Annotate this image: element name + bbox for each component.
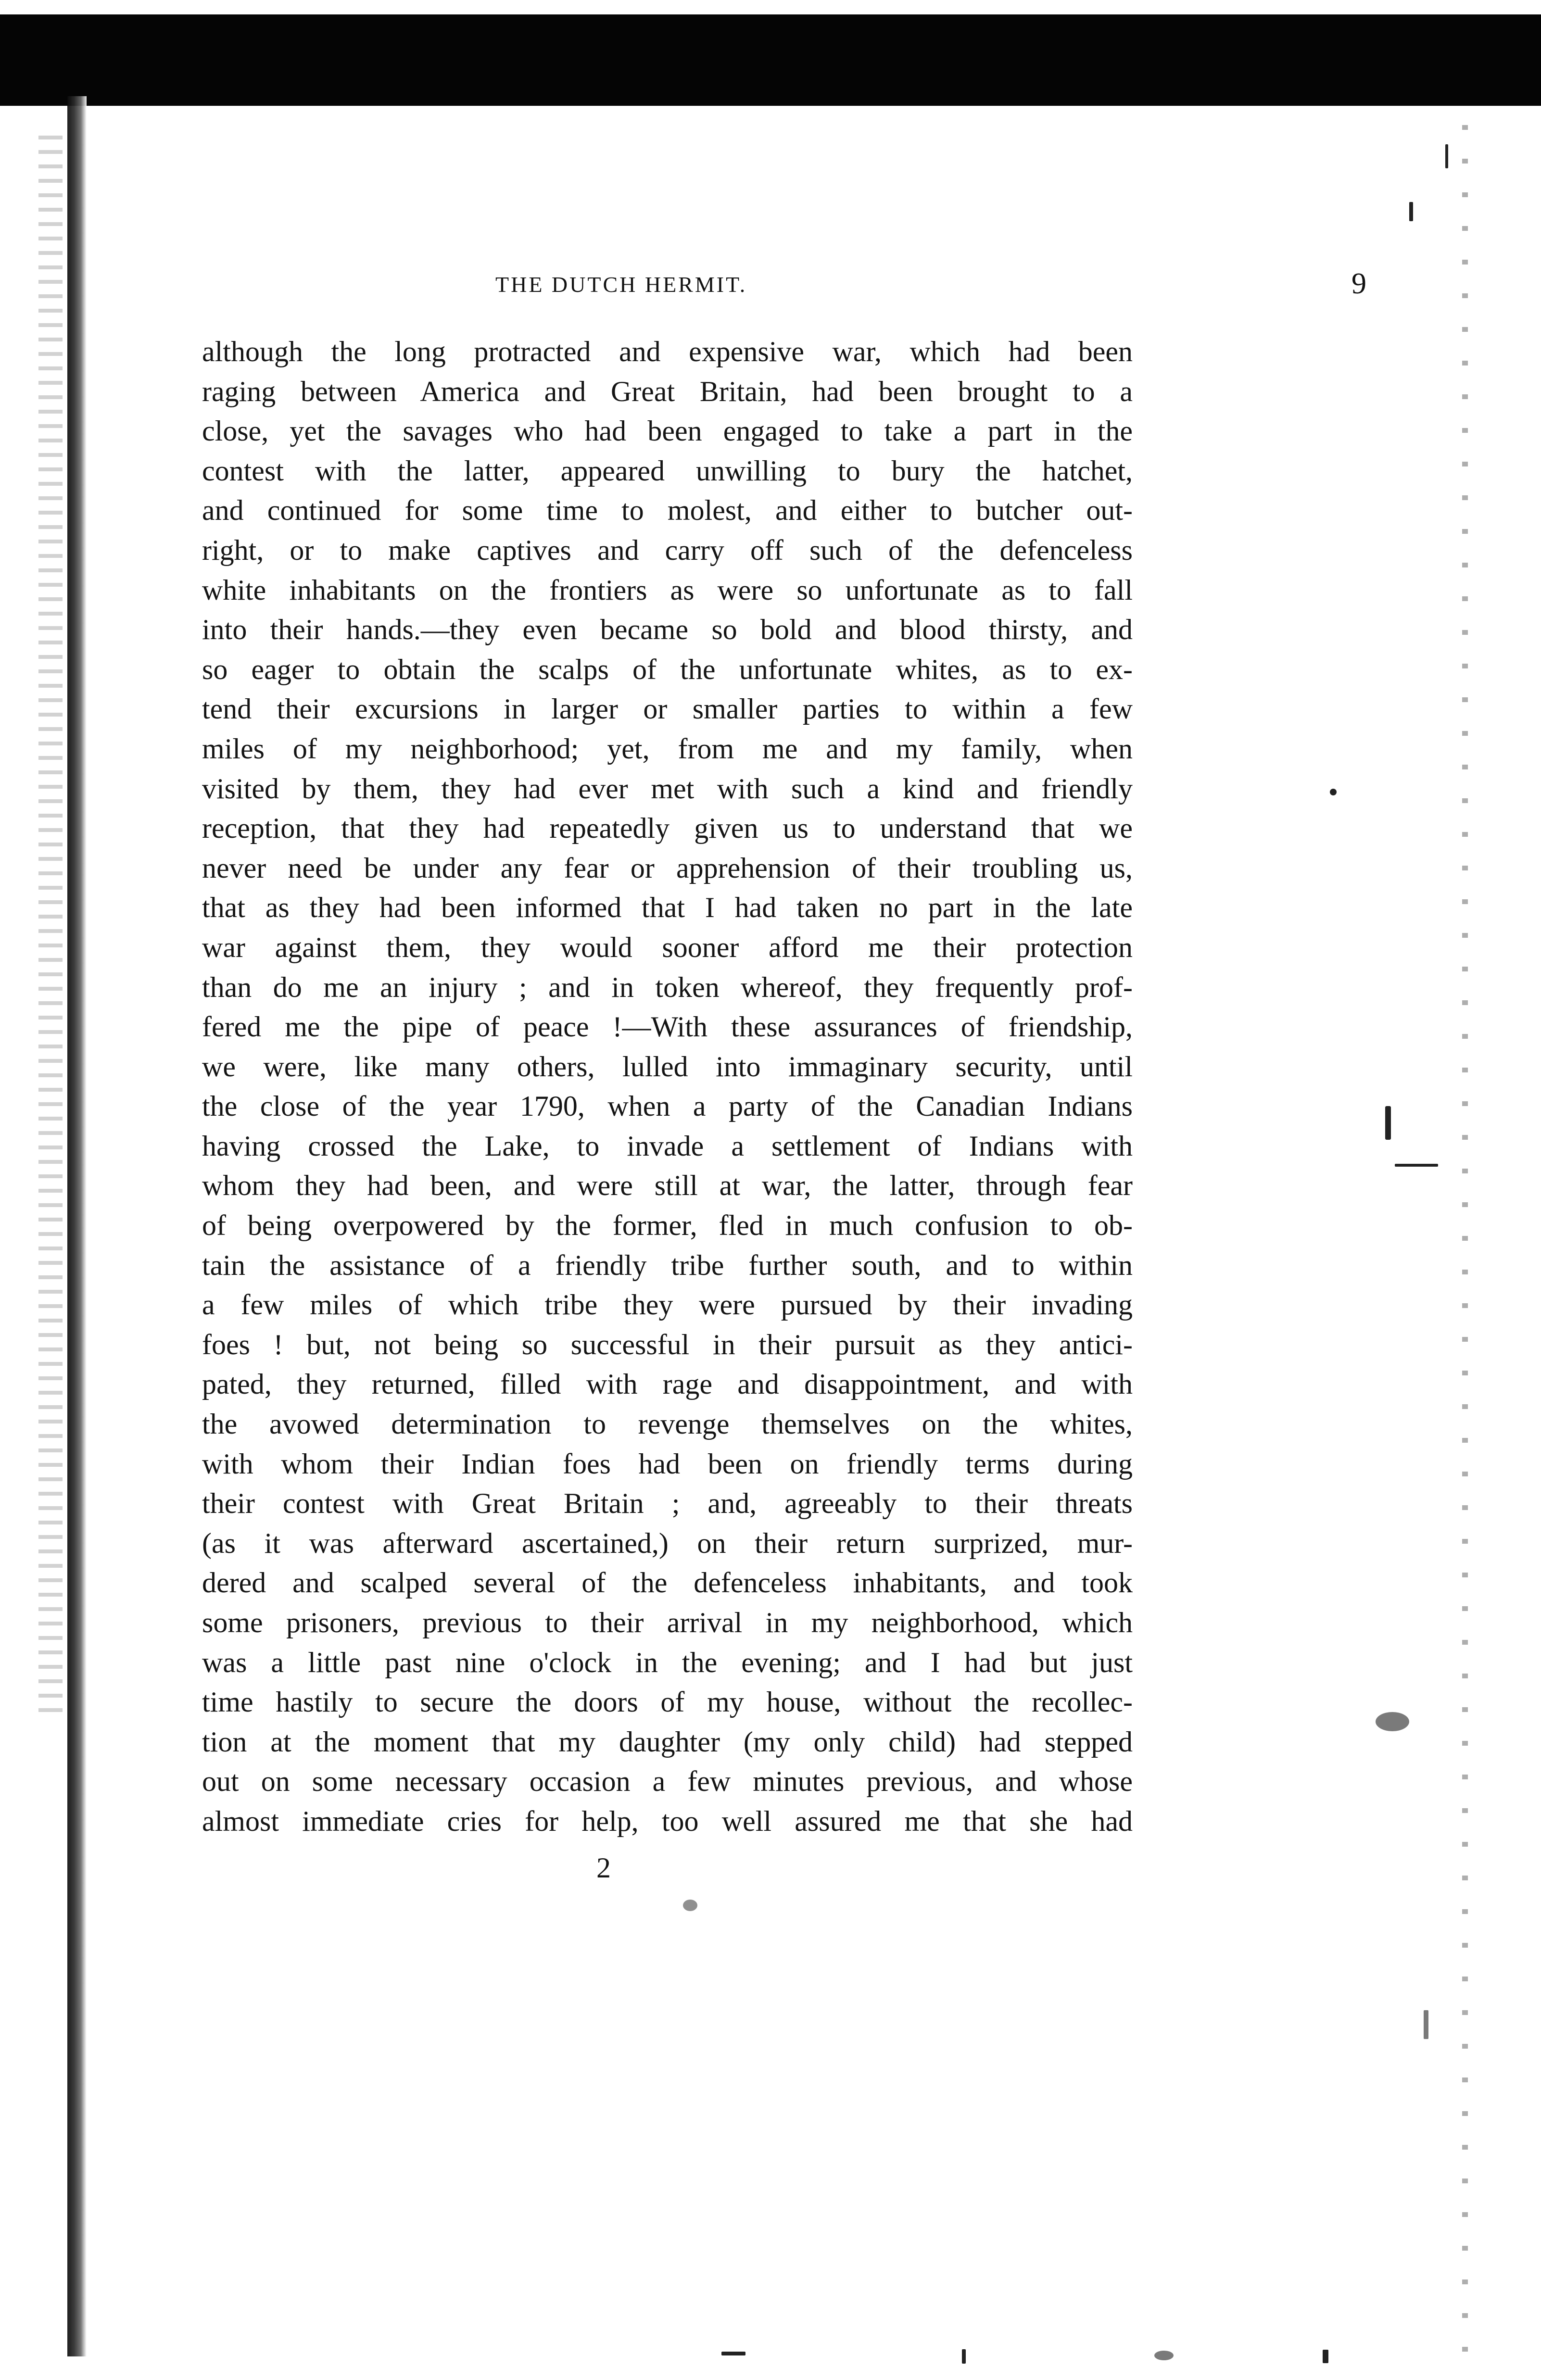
text-line: so eager to obtain the scalps of the unfortunate whites, as to ex- <box>202 653 1133 685</box>
text-line: with whom their Indian foes had been on friendly terms during <box>202 1448 1133 1480</box>
scan-speck <box>1445 144 1448 168</box>
page-header <box>495 267 1409 310</box>
text-line: some prisoners, previous to their arrival in my neighborhood, which <box>202 1607 1133 1638</box>
text-line: into their hands.—they even became so bold and blood thirsty, and <box>202 614 1133 646</box>
scan-speck <box>1385 1106 1391 1140</box>
scan-speck <box>1409 202 1413 221</box>
text-line: never need be under any fear or apprehension of their troubling us, <box>202 852 1133 884</box>
text-line: their contest with Great Britain ; and, agreeably to their threats <box>202 1487 1133 1520</box>
text-line: having crossed the Lake, to invade a settlement of Indians with <box>202 1130 1133 1162</box>
text-line: raging between America and Great Britain, had been brought to a <box>202 375 1133 407</box>
body-text <box>202 332 1133 1841</box>
page-number: 9 <box>1352 267 1366 300</box>
text-line: right, or to make captives and carry off such of the defenceless <box>202 534 1133 566</box>
text-line: visited by them, they had ever met with such a kind and friendly <box>202 772 1133 805</box>
scan-right-noise <box>1462 96 1468 2356</box>
text-line: reception, that they had repeatedly given us to understand that we <box>202 812 1133 844</box>
text-line: tain the assistance of a friendly tribe further south, and to within <box>202 1249 1133 1281</box>
text-line: was a little past nine o'clock in the evening; and I had but just <box>202 1646 1133 1678</box>
text-line: of being overpowered by the former, fled in much confusion to ob- <box>202 1209 1133 1242</box>
scan-left-noise <box>38 125 63 1712</box>
scan-speck <box>1154 2351 1174 2360</box>
scan-top-border <box>0 14 1541 106</box>
text-line: pated, they returned, filled with rage and disappointment, and with <box>202 1368 1133 1400</box>
text-line: close, yet the savages who had been engaged to take a part in the <box>202 415 1133 447</box>
text-line: tend their excursions in larger or smaller parties to within a few <box>202 693 1133 725</box>
text-line: and continued for some time to molest, and either to butcher out- <box>202 494 1133 527</box>
text-line: miles of my neighborhood; yet, from me and my family, when <box>202 732 1133 765</box>
text-line: that as they had been informed that I had taken no part in the late <box>202 892 1133 924</box>
text-line: contest with the latter, appeared unwilling to bury the hatchet, <box>202 454 1133 487</box>
text-line: almost immediate cries for help, too well assured me that she had <box>202 1805 1133 1837</box>
text-line: fered me the pipe of peace !—With these assurances of friendship, <box>202 1011 1133 1043</box>
text-line: war against them, they would sooner afford me their protection <box>202 931 1133 963</box>
text-line: whom they had been, and were still at war, the latter, through fear <box>202 1170 1133 1202</box>
scan-speck <box>683 1900 697 1911</box>
text-line: the close of the year 1790, when a party of the Canadian Indians <box>202 1090 1133 1122</box>
scan-speck <box>1424 2010 1428 2039</box>
scan-speck <box>962 2349 966 2364</box>
scan-left-binding-shadow <box>67 96 87 2356</box>
scan-speck <box>1376 1712 1409 1731</box>
text-line: the avowed determination to revenge themselves on the whites, <box>202 1408 1133 1440</box>
scan-bottom-noise <box>625 2347 1419 2366</box>
signature-mark: 2 <box>596 1852 611 1884</box>
text-line: than do me an injury ; and in token whereof, they frequently prof- <box>202 971 1133 1003</box>
text-line: although the long protracted and expensive war, which had been <box>202 336 1133 367</box>
scan-speck <box>1330 789 1337 795</box>
text-line: we were, like many others, lulled into immaginary security, until <box>202 1050 1133 1083</box>
text-line: foes ! but, not being so successful in their pursuit as they antici- <box>202 1328 1133 1360</box>
text-line: time hastily to secure the doors of my house, without the recollec- <box>202 1686 1133 1718</box>
text-line: tion at the moment that my daughter (my only child) had stepped <box>202 1725 1133 1758</box>
scan-speck <box>1395 1164 1438 1167</box>
text-line: (as it was afterward ascertained,) on their return surprized, mur- <box>202 1527 1133 1559</box>
text-line: a few miles of which tribe they were pursued by their invading <box>202 1289 1133 1321</box>
running-title: THE DUTCH HERMIT. <box>495 272 747 297</box>
scan-speck <box>721 2352 745 2355</box>
scan-speck <box>1323 2350 1328 2363</box>
text-line: out on some necessary occasion a few minutes previous, and whose <box>202 1765 1133 1798</box>
text-line: white inhabitants on the frontiers as were so unfortunate as to fall <box>202 574 1133 606</box>
text-line: dered and scalped several of the defenceless inhabitants, and took <box>202 1567 1133 1599</box>
